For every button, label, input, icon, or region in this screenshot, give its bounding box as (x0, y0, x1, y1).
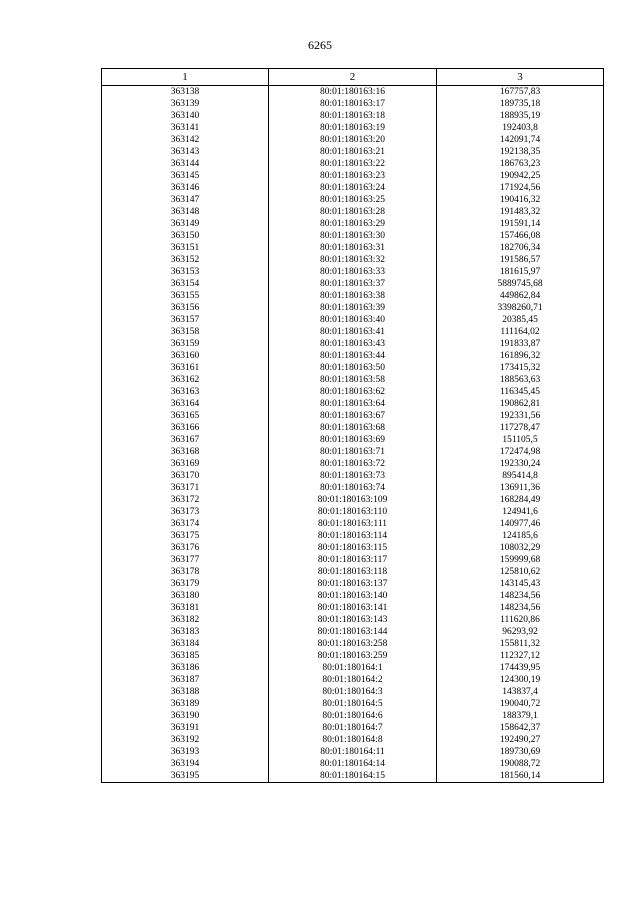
value-cell: 192490,27 (437, 734, 604, 746)
value-cell: 155811,32 (437, 638, 604, 650)
row-number-cell: 363171 (102, 482, 269, 494)
table-row (102, 722, 604, 734)
table-row (102, 602, 604, 614)
row-number-cell: 363146 (102, 182, 269, 194)
table-row (102, 350, 604, 362)
row-number-cell: 363159 (102, 338, 269, 350)
row-number-cell: 363144 (102, 158, 269, 170)
value-cell: 168284,49 (437, 494, 604, 506)
cadastral-number-cell: 80:01:180163:16 (269, 86, 437, 99)
cadastral-number-cell: 80:01:180164:2 (269, 674, 437, 686)
cadastral-number-cell: 80:01:180163:30 (269, 230, 437, 242)
value-cell: 174439,95 (437, 662, 604, 674)
value-cell: 189735,18 (437, 98, 604, 110)
row-number-cell: 363161 (102, 362, 269, 374)
row-number-cell: 363150 (102, 230, 269, 242)
row-number-cell: 363162 (102, 374, 269, 386)
value-cell: 171924,56 (437, 182, 604, 194)
row-number-cell: 363188 (102, 686, 269, 698)
table-row (102, 374, 604, 386)
cadastral-number-cell: 80:01:180163:17 (269, 98, 437, 110)
cadastral-number-cell: 80:01:180164:3 (269, 686, 437, 698)
table-row (102, 746, 604, 758)
cadastral-number-cell: 80:01:180163:141 (269, 602, 437, 614)
value-cell: 143837,4 (437, 686, 604, 698)
table-row (102, 230, 604, 242)
row-number-cell: 363165 (102, 410, 269, 422)
table-row (102, 494, 604, 506)
table-row (102, 482, 604, 494)
row-number-cell: 363166 (102, 422, 269, 434)
value-cell: 172474,98 (437, 446, 604, 458)
table-row (102, 758, 604, 770)
table-row (102, 554, 604, 566)
value-cell: 192331,56 (437, 410, 604, 422)
cadastral-number-cell: 80:01:180163:67 (269, 410, 437, 422)
cadastral-number-cell: 80:01:180163:31 (269, 242, 437, 254)
value-cell: 161896,32 (437, 350, 604, 362)
row-number-cell: 363157 (102, 314, 269, 326)
cadastral-number-cell: 80:01:180163:24 (269, 182, 437, 194)
cadastral-number-cell: 80:01:180163:143 (269, 614, 437, 626)
table-row (102, 446, 604, 458)
cadastral-number-cell: 80:01:180163:109 (269, 494, 437, 506)
row-number-cell: 363184 (102, 638, 269, 650)
value-cell: 191586,57 (437, 254, 604, 266)
cadastral-number-cell: 80:01:180163:68 (269, 422, 437, 434)
value-cell: 96293,92 (437, 626, 604, 638)
cadastral-number-cell: 80:01:180163:37 (269, 278, 437, 290)
table-row (102, 686, 604, 698)
row-number-cell: 363148 (102, 206, 269, 218)
cadastral-number-cell: 80:01:180163:258 (269, 638, 437, 650)
table-row (102, 146, 604, 158)
row-number-cell: 363158 (102, 326, 269, 338)
value-cell: 136911,36 (437, 482, 604, 494)
value-cell: 192403,8 (437, 122, 604, 134)
row-number-cell: 363190 (102, 710, 269, 722)
row-number-cell: 363151 (102, 242, 269, 254)
value-cell: 190088,72 (437, 758, 604, 770)
cadastral-number-cell: 80:01:180163:50 (269, 362, 437, 374)
row-number-cell: 363155 (102, 290, 269, 302)
row-number-cell: 363186 (102, 662, 269, 674)
table-row (102, 506, 604, 518)
value-cell: 181615,97 (437, 266, 604, 278)
row-number-cell: 363173 (102, 506, 269, 518)
row-number-cell: 363154 (102, 278, 269, 290)
cadastral-number-cell: 80:01:180163:29 (269, 218, 437, 230)
cadastral-number-cell: 80:01:180163:62 (269, 386, 437, 398)
cadastral-number-cell: 80:01:180164:15 (269, 770, 437, 783)
cadastral-number-cell: 80:01:180163:38 (269, 290, 437, 302)
row-number-cell: 363145 (102, 170, 269, 182)
table-body (102, 86, 604, 783)
cadastral-number-cell: 80:01:180163:64 (269, 398, 437, 410)
value-cell: 449862,84 (437, 290, 604, 302)
row-number-cell: 363194 (102, 758, 269, 770)
table-row (102, 314, 604, 326)
cadastral-number-cell: 80:01:180164:8 (269, 734, 437, 746)
table-row (102, 710, 604, 722)
value-cell: 151105,5 (437, 434, 604, 446)
cadastral-number-cell: 80:01:180163:25 (269, 194, 437, 206)
cadastral-number-cell: 80:01:180163:110 (269, 506, 437, 518)
column-header: 1 (102, 69, 269, 86)
table-row (102, 362, 604, 374)
table-row (102, 254, 604, 266)
cadastral-number-cell: 80:01:180164:11 (269, 746, 437, 758)
value-cell: 895414,8 (437, 470, 604, 482)
row-number-cell: 363169 (102, 458, 269, 470)
value-cell: 182706,34 (437, 242, 604, 254)
cadastral-number-cell: 80:01:180163:74 (269, 482, 437, 494)
value-cell: 148234,56 (437, 602, 604, 614)
value-cell: 111620,86 (437, 614, 604, 626)
value-cell: 3398260,71 (437, 302, 604, 314)
table-row (102, 518, 604, 530)
row-number-cell: 363152 (102, 254, 269, 266)
value-cell: 157466,08 (437, 230, 604, 242)
value-cell: 191483,32 (437, 206, 604, 218)
cadastral-number-cell: 80:01:180163:111 (269, 518, 437, 530)
value-cell: 190040,72 (437, 698, 604, 710)
table-header-row (102, 69, 604, 86)
value-cell: 140977,46 (437, 518, 604, 530)
cadastral-number-cell: 80:01:180163:18 (269, 110, 437, 122)
cadastral-number-cell: 80:01:180163:44 (269, 350, 437, 362)
cadastral-number-cell: 80:01:180163:40 (269, 314, 437, 326)
value-cell: 159999,68 (437, 554, 604, 566)
row-number-cell: 363138 (102, 86, 269, 99)
table-row (102, 530, 604, 542)
table-row (102, 122, 604, 134)
value-cell: 173415,32 (437, 362, 604, 374)
value-cell: 5889745,68 (437, 278, 604, 290)
column-header: 2 (269, 69, 437, 86)
cadastral-number-cell: 80:01:180163:73 (269, 470, 437, 482)
row-number-cell: 363191 (102, 722, 269, 734)
column-header: 3 (437, 69, 604, 86)
cadastral-number-cell: 80:01:180163:69 (269, 434, 437, 446)
table-row (102, 626, 604, 638)
cadastral-number-cell: 80:01:180163:22 (269, 158, 437, 170)
cadastral-number-cell: 80:01:180163:118 (269, 566, 437, 578)
cadastral-number-cell: 80:01:180163:23 (269, 170, 437, 182)
value-cell: 181560,14 (437, 770, 604, 783)
value-cell: 186763,23 (437, 158, 604, 170)
table-row (102, 326, 604, 338)
row-number-cell: 363170 (102, 470, 269, 482)
value-cell: 142091,74 (437, 134, 604, 146)
table-row (102, 242, 604, 254)
row-number-cell: 363189 (102, 698, 269, 710)
table-row (102, 266, 604, 278)
table-row (102, 386, 604, 398)
value-cell: 117278,47 (437, 422, 604, 434)
value-cell: 188563,63 (437, 374, 604, 386)
data-table (101, 68, 604, 783)
value-cell: 191591,14 (437, 218, 604, 230)
cadastral-number-cell: 80:01:180163:19 (269, 122, 437, 134)
table-row (102, 638, 604, 650)
table-row (102, 398, 604, 410)
cadastral-number-cell: 80:01:180163:115 (269, 542, 437, 554)
cadastral-number-cell: 80:01:180163:137 (269, 578, 437, 590)
row-number-cell: 363187 (102, 674, 269, 686)
cadastral-number-cell: 80:01:180164:6 (269, 710, 437, 722)
table-row (102, 158, 604, 170)
table-row (102, 134, 604, 146)
row-number-cell: 363147 (102, 194, 269, 206)
row-number-cell: 363142 (102, 134, 269, 146)
row-number-cell: 363139 (102, 98, 269, 110)
cadastral-number-cell: 80:01:180163:144 (269, 626, 437, 638)
table-row (102, 86, 604, 99)
cadastral-number-cell: 80:01:180163:32 (269, 254, 437, 266)
row-number-cell: 363177 (102, 554, 269, 566)
cadastral-number-cell: 80:01:180163:33 (269, 266, 437, 278)
value-cell: 190862,81 (437, 398, 604, 410)
table-row (102, 302, 604, 314)
cadastral-number-cell: 80:01:180163:71 (269, 446, 437, 458)
value-cell: 190416,32 (437, 194, 604, 206)
value-cell: 188379,1 (437, 710, 604, 722)
value-cell: 189730,69 (437, 746, 604, 758)
table-row (102, 422, 604, 434)
table-row (102, 290, 604, 302)
value-cell: 192138,35 (437, 146, 604, 158)
table-row (102, 470, 604, 482)
row-number-cell: 363149 (102, 218, 269, 230)
cadastral-number-cell: 80:01:180163:41 (269, 326, 437, 338)
value-cell: 112327,12 (437, 650, 604, 662)
value-cell: 111164,02 (437, 326, 604, 338)
value-cell: 124185,6 (437, 530, 604, 542)
cadastral-number-cell: 80:01:180163:58 (269, 374, 437, 386)
table-row (102, 278, 604, 290)
cadastral-number-cell: 80:01:180164:7 (269, 722, 437, 734)
table-row (102, 650, 604, 662)
row-number-cell: 363160 (102, 350, 269, 362)
row-number-cell: 363183 (102, 626, 269, 638)
cadastral-number-cell: 80:01:180164:14 (269, 758, 437, 770)
table-row (102, 434, 604, 446)
row-number-cell: 363140 (102, 110, 269, 122)
cadastral-number-cell: 80:01:180164:5 (269, 698, 437, 710)
table-row (102, 218, 604, 230)
value-cell: 20385,45 (437, 314, 604, 326)
value-cell: 148234,56 (437, 590, 604, 602)
cadastral-number-cell: 80:01:180163:39 (269, 302, 437, 314)
cadastral-number-cell: 80:01:180163:114 (269, 530, 437, 542)
value-cell: 125810,62 (437, 566, 604, 578)
table-row (102, 578, 604, 590)
table-row (102, 590, 604, 602)
table-row (102, 662, 604, 674)
value-cell: 143145,43 (437, 578, 604, 590)
row-number-cell: 363163 (102, 386, 269, 398)
row-number-cell: 363179 (102, 578, 269, 590)
row-number-cell: 363185 (102, 650, 269, 662)
row-number-cell: 363180 (102, 590, 269, 602)
row-number-cell: 363192 (102, 734, 269, 746)
cadastral-number-cell: 80:01:180163:28 (269, 206, 437, 218)
cadastral-number-cell: 80:01:180163:20 (269, 134, 437, 146)
value-cell: 158642,37 (437, 722, 604, 734)
table-row (102, 734, 604, 746)
table-row (102, 458, 604, 470)
table-row (102, 170, 604, 182)
table-row (102, 194, 604, 206)
row-number-cell: 363143 (102, 146, 269, 158)
table-row (102, 770, 604, 783)
row-number-cell: 363153 (102, 266, 269, 278)
table-row (102, 182, 604, 194)
row-number-cell: 363174 (102, 518, 269, 530)
cadastral-number-cell: 80:01:180163:117 (269, 554, 437, 566)
table-row (102, 566, 604, 578)
cadastral-number-cell: 80:01:180163:140 (269, 590, 437, 602)
cadastral-number-cell: 80:01:180163:72 (269, 458, 437, 470)
value-cell: 124300,19 (437, 674, 604, 686)
value-cell: 116345,45 (437, 386, 604, 398)
table-row (102, 206, 604, 218)
row-number-cell: 363193 (102, 746, 269, 758)
page-number: 6265 (308, 38, 332, 52)
row-number-cell: 363156 (102, 302, 269, 314)
value-cell: 188935,19 (437, 110, 604, 122)
cadastral-number-cell: 80:01:180163:259 (269, 650, 437, 662)
row-number-cell: 363172 (102, 494, 269, 506)
row-number-cell: 363175 (102, 530, 269, 542)
row-number-cell: 363181 (102, 602, 269, 614)
row-number-cell: 363167 (102, 434, 269, 446)
table-row (102, 698, 604, 710)
value-cell: 167757,83 (437, 86, 604, 99)
row-number-cell: 363141 (102, 122, 269, 134)
table-row (102, 674, 604, 686)
table-row (102, 338, 604, 350)
cadastral-number-cell: 80:01:180164:1 (269, 662, 437, 674)
row-number-cell: 363168 (102, 446, 269, 458)
value-cell: 108032,29 (437, 542, 604, 554)
table-row (102, 542, 604, 554)
row-number-cell: 363182 (102, 614, 269, 626)
table-row (102, 98, 604, 110)
row-number-cell: 363176 (102, 542, 269, 554)
cadastral-number-cell: 80:01:180163:43 (269, 338, 437, 350)
row-number-cell: 363195 (102, 770, 269, 783)
row-number-cell: 363178 (102, 566, 269, 578)
value-cell: 191833,87 (437, 338, 604, 350)
row-number-cell: 363164 (102, 398, 269, 410)
table-row (102, 110, 604, 122)
value-cell: 192330,24 (437, 458, 604, 470)
table-row (102, 410, 604, 422)
cadastral-number-cell: 80:01:180163:21 (269, 146, 437, 158)
value-cell: 124941,6 (437, 506, 604, 518)
table-row (102, 614, 604, 626)
value-cell: 190942,25 (437, 170, 604, 182)
